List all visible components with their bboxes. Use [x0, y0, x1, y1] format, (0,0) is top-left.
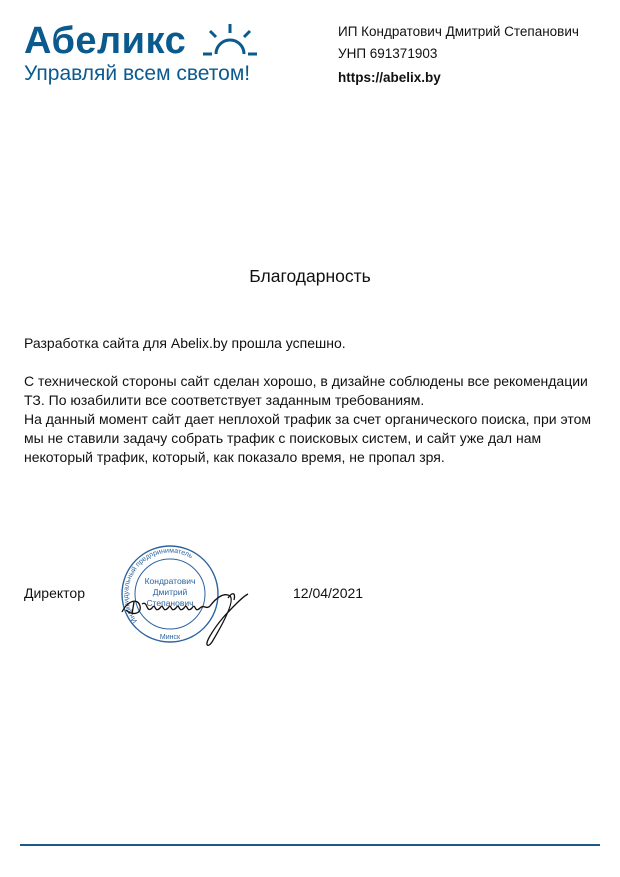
logo-name: Абеликс: [24, 20, 187, 62]
stamp-ring-text: Индивидуальный предприниматель: [122, 547, 194, 624]
stamp-city: Минск: [159, 634, 181, 641]
company-unp: УНП 691371903: [338, 46, 438, 61]
paragraph: На данный момент сайт дает неплохой трафик за счет органического поиска, при этом мы не ставили задачу собрать трафик с поисковых систем, и сайт уже дал нам некоторый трафик, который, как показало время, не пропал зря.: [24, 411, 591, 465]
sun-logo-icon: [198, 22, 262, 58]
signature-date: 12/04/2021: [293, 585, 364, 601]
company-owner: ИП Кондратович Дмитрий Степанович: [338, 24, 579, 39]
footer-divider: [20, 844, 600, 846]
letter-body: [24, 334, 596, 467]
signer-position: Директор: [24, 585, 85, 601]
paragraph: Разработка сайта для Abelix.by прошла успешно.: [24, 335, 346, 351]
stamp-line: Дмитрий: [152, 587, 188, 597]
stamp-line: Кондратович: [144, 576, 196, 586]
document-title: Благодарность: [249, 266, 371, 286]
paragraph: С технической стороны сайт сделан хорошо, в дизайне соблюдены все рекомендации ТЗ. По юзабилити все соответствует заданным требованиям.: [24, 373, 588, 408]
company-site-link[interactable]: https://abelix.by: [338, 70, 441, 85]
stamp-line: Степанович: [146, 598, 194, 608]
stamp-seal: [118, 542, 258, 652]
logo-slogan: Управляй всем светом!: [24, 62, 251, 85]
